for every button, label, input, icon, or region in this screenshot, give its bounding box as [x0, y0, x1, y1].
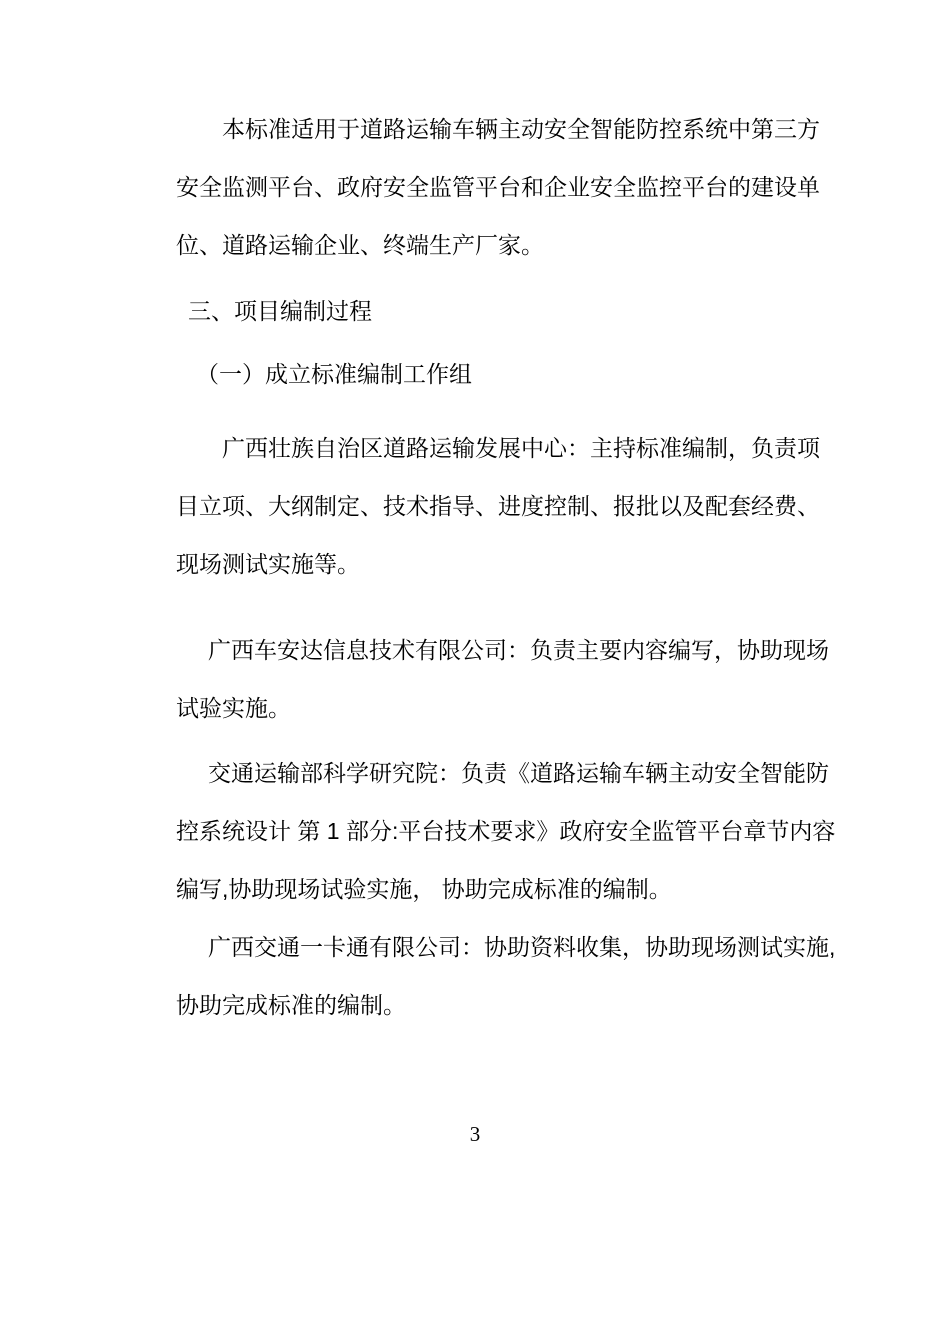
text-line: 广西壮族自治区道路运输发展中心：主持标准编制，负责项 [222, 435, 820, 461]
text-line: 试验实施。 [176, 695, 291, 721]
page-number: 3 [469, 1122, 481, 1146]
org-paragraph [176, 918, 836, 1034]
text-line: 位、道路运输企业、终端生产厂家。 [176, 232, 544, 258]
text-line: 本标准适用于道路运输车辆主动安全智能防控系统中第三方 [222, 116, 820, 142]
section-heading: 三、项目编制过程 [188, 298, 372, 324]
intro-paragraph [176, 100, 822, 274]
subsection-heading: （一）成立标准编制工作组 [196, 361, 472, 387]
text-line: 交通运输部科学研究院：负责《道路运输车辆主动安全智能防 [208, 760, 829, 786]
text-line: 广西车安达信息技术有限公司：负责主要内容编写，协助现场 [208, 637, 829, 663]
text-line: 控系统设计 第 1 部分:平台技术要求》政府安全监管平台章节内容 [176, 818, 836, 844]
org-paragraph [176, 621, 829, 737]
text-line: 现场测试实施等。 [176, 551, 360, 577]
org-paragraph [176, 744, 836, 918]
text-line: 广西交通一卡通有限公司：协助资料收集，协助现场测试实施, [208, 934, 836, 960]
text-line: 协助完成标准的编制。 [176, 992, 406, 1018]
org-paragraph [176, 419, 822, 593]
text-line: 目立项、大纲制定、技术指导、进度控制、报批以及配套经费、 [176, 493, 820, 519]
text-line: 编写,协助现场试验实施， 协助完成标准的编制。 [176, 876, 672, 902]
text-line: 安全监测平台、政府安全监管平台和企业安全监控平台的建设单 [176, 174, 820, 200]
